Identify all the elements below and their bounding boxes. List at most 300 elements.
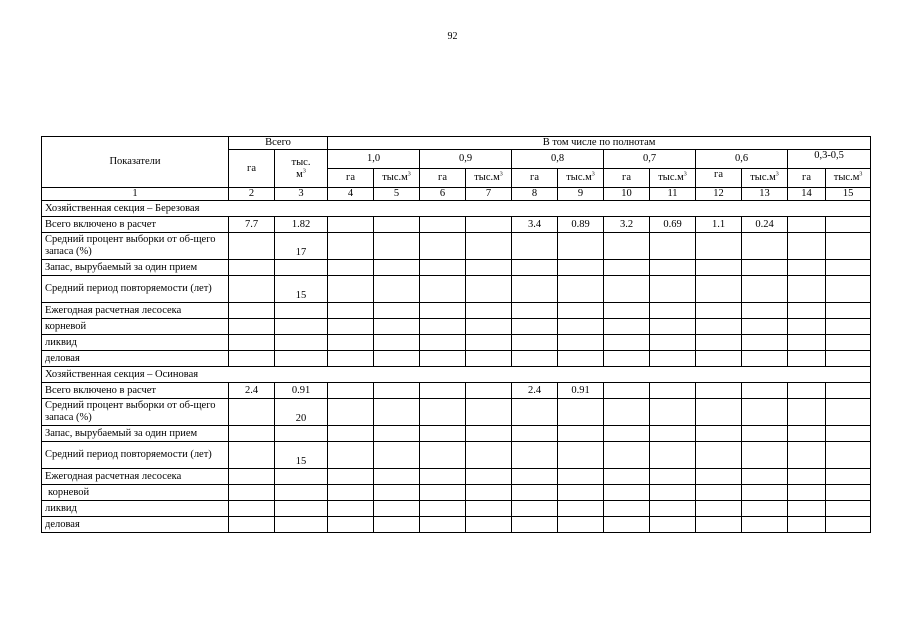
- table-cell: [512, 260, 558, 276]
- table-row: [42, 399, 871, 426]
- table-row: [42, 351, 871, 367]
- table-cell: [604, 303, 650, 319]
- table-cell: [558, 485, 604, 501]
- table-row: [42, 217, 871, 233]
- table-cell: [420, 383, 466, 399]
- row-label: ликвид: [42, 501, 229, 517]
- table-cell: [374, 260, 420, 276]
- table-cell: [466, 426, 512, 442]
- table-cell: [742, 501, 788, 517]
- table-cell: [650, 501, 696, 517]
- table-cell: [466, 276, 512, 303]
- table-cell: [229, 399, 275, 426]
- table-cell: [328, 501, 374, 517]
- table-cell: [788, 442, 826, 469]
- table-cell: [328, 233, 374, 260]
- subheader-m3: $тыс.м^3$: [742, 169, 788, 188]
- table-cell: [742, 276, 788, 303]
- row-label: Средний период повторяемости (лет): [42, 276, 229, 303]
- subheader-m3: $тыс.м^3$: [650, 169, 696, 188]
- table-cell: [420, 426, 466, 442]
- header-density-6: 0,3-0,5: [788, 150, 871, 169]
- table-cell: [788, 383, 826, 399]
- table-cell: [558, 351, 604, 367]
- table-cell: [374, 517, 420, 533]
- table-cell: [328, 426, 374, 442]
- table-cell: [826, 319, 871, 335]
- table-cell: [788, 319, 826, 335]
- table-cell: [374, 319, 420, 335]
- table-cell: [275, 303, 328, 319]
- table-cell: [604, 517, 650, 533]
- table-cell: [374, 233, 420, 260]
- row-label: Средний период повторяемости (лет): [42, 442, 229, 469]
- table-cell: [696, 335, 742, 351]
- table-cell: [328, 276, 374, 303]
- table-cell: [275, 501, 328, 517]
- table-cell: [604, 442, 650, 469]
- table-cell: [374, 217, 420, 233]
- table-cell: [826, 217, 871, 233]
- table-cell: 0.91: [558, 383, 604, 399]
- table-cell: [788, 303, 826, 319]
- table-cell: [826, 276, 871, 303]
- table-cell: [604, 351, 650, 367]
- table-cell: [229, 469, 275, 485]
- table-cell: [742, 426, 788, 442]
- table-cell: [826, 233, 871, 260]
- table-cell: [558, 426, 604, 442]
- table-cell: [374, 469, 420, 485]
- table-cell: [696, 485, 742, 501]
- table-cell: [229, 233, 275, 260]
- table-cell: [229, 276, 275, 303]
- table-cell: [650, 233, 696, 260]
- table-cell: [788, 276, 826, 303]
- table-cell: [275, 469, 328, 485]
- table-cell: [328, 517, 374, 533]
- table-cell: [275, 260, 328, 276]
- table-cell: [328, 303, 374, 319]
- table-cell: [512, 303, 558, 319]
- table-cell: [512, 233, 558, 260]
- table-cell: [742, 303, 788, 319]
- table-cell: 2.4: [229, 383, 275, 399]
- table-cell: [328, 442, 374, 469]
- table-cell: [229, 260, 275, 276]
- table-cell: [275, 335, 328, 351]
- table-cell: 0.91: [275, 383, 328, 399]
- table-cell: [374, 442, 420, 469]
- table-cell: [788, 517, 826, 533]
- row-label: Всего включено в расчет: [42, 383, 229, 399]
- table-cell: [229, 501, 275, 517]
- table-cell: [650, 276, 696, 303]
- table-cell: [604, 335, 650, 351]
- table-cell: 0.69: [650, 217, 696, 233]
- row-label: Всего включено в расчет: [42, 217, 229, 233]
- table-cell: [742, 335, 788, 351]
- table-cell: [826, 426, 871, 442]
- column-number: 8: [512, 188, 558, 201]
- table-cell: [558, 260, 604, 276]
- table-cell: [696, 501, 742, 517]
- column-number: 9: [558, 188, 604, 201]
- table-cell: [558, 276, 604, 303]
- table-row: [42, 383, 871, 399]
- header-by-density: В том числе по полнотам: [328, 137, 871, 150]
- table-row: [42, 501, 871, 517]
- table-cell: [466, 485, 512, 501]
- table-cell: [420, 517, 466, 533]
- row-label: Ежегодная расчетная лесосека: [42, 303, 229, 319]
- table-row: [42, 276, 871, 303]
- table-cell: [420, 233, 466, 260]
- table-cell: [788, 351, 826, 367]
- table-cell: [650, 260, 696, 276]
- table-cell: [558, 233, 604, 260]
- column-number: 5: [374, 188, 420, 201]
- table-cell: [650, 383, 696, 399]
- row-label: Запас, вырубаемый за один прием: [42, 260, 229, 276]
- section-row: [42, 201, 871, 217]
- table-cell: [229, 517, 275, 533]
- table-cell: [512, 335, 558, 351]
- table-cell: [742, 260, 788, 276]
- table-row: [42, 260, 871, 276]
- table-row: [42, 319, 871, 335]
- table-cell: [788, 335, 826, 351]
- row-label: Средний процент выборки от об-щего запаса (%): [42, 233, 229, 260]
- table-cell: [466, 442, 512, 469]
- table-cell: [742, 442, 788, 469]
- table-row: [42, 485, 871, 501]
- page-number: 92: [447, 31, 458, 42]
- table-cell: [696, 469, 742, 485]
- table-cell: [374, 276, 420, 303]
- table-cell: [466, 383, 512, 399]
- table-cell: [374, 335, 420, 351]
- table-cell: [788, 217, 826, 233]
- table-cell: [788, 260, 826, 276]
- table-cell: [696, 517, 742, 533]
- table-cell: [374, 501, 420, 517]
- table-cell: [558, 335, 604, 351]
- subheader-m3: $тыс.м^3$: [558, 169, 604, 188]
- table-cell: [650, 485, 696, 501]
- table-cell: [420, 217, 466, 233]
- table-cell: [420, 276, 466, 303]
- header-total-ha: га: [229, 150, 275, 188]
- table-cell: 20: [275, 399, 328, 426]
- row-label: корневой: [42, 485, 229, 501]
- section-row: [42, 367, 871, 383]
- header-density-1: 1,0: [328, 150, 420, 169]
- table-cell: [466, 319, 512, 335]
- table-cell: 3.2: [604, 217, 650, 233]
- table-cell: [742, 233, 788, 260]
- table-row: [42, 517, 871, 533]
- table-cell: [512, 442, 558, 469]
- section-title: Хозяйственная секция – Осиновая: [42, 367, 871, 383]
- subheader-ha: га: [788, 169, 826, 188]
- table-cell: [826, 383, 871, 399]
- table-cell: [826, 260, 871, 276]
- section-title: Хозяйственная секция – Березовая: [42, 201, 871, 217]
- table-cell: [826, 351, 871, 367]
- column-number: 6: [420, 188, 466, 201]
- table-cell: [275, 485, 328, 501]
- row-label: ликвид: [42, 335, 229, 351]
- row-label: корневой: [42, 319, 229, 335]
- table-cell: [466, 351, 512, 367]
- table-cell: [826, 303, 871, 319]
- table-cell: [420, 303, 466, 319]
- table-row: [42, 303, 871, 319]
- table-cell: [696, 399, 742, 426]
- column-number: 13: [742, 188, 788, 201]
- column-number: 11: [650, 188, 696, 201]
- table-cell: [650, 426, 696, 442]
- table-cell: [788, 485, 826, 501]
- header-total: Всего: [229, 137, 328, 150]
- table-cell: [826, 335, 871, 351]
- table-cell: [420, 469, 466, 485]
- table-cell: [788, 233, 826, 260]
- table-cell: [328, 335, 374, 351]
- table-cell: 2.4: [512, 383, 558, 399]
- table-cell: 15: [275, 442, 328, 469]
- table-cell: 3.4: [512, 217, 558, 233]
- table-cell: [650, 517, 696, 533]
- subheader-m3: $тыс.м^3$: [374, 169, 420, 188]
- table-cell: [420, 399, 466, 426]
- header-indicators: Показатели: [42, 137, 229, 188]
- table-cell: [696, 233, 742, 260]
- table-cell: [466, 399, 512, 426]
- table-cell: [466, 303, 512, 319]
- table-cell: [558, 319, 604, 335]
- table-cell: [275, 517, 328, 533]
- table-cell: [558, 501, 604, 517]
- table-cell: [696, 442, 742, 469]
- column-number: 10: [604, 188, 650, 201]
- table-cell: [229, 335, 275, 351]
- table-cell: [742, 351, 788, 367]
- table-cell: [466, 517, 512, 533]
- table-cell: [742, 399, 788, 426]
- table-cell: [558, 399, 604, 426]
- cutting-volume-table: [41, 136, 871, 533]
- table-cell: [826, 469, 871, 485]
- subheader-m3: $тыс.м^3$: [826, 169, 871, 188]
- subheader-ha: га: [604, 169, 650, 188]
- table-cell: [696, 303, 742, 319]
- table-cell: [604, 426, 650, 442]
- table-cell: 15: [275, 276, 328, 303]
- table-cell: [558, 517, 604, 533]
- table-cell: [604, 383, 650, 399]
- row-label: Ежегодная расчетная лесосека: [42, 469, 229, 485]
- row-label: деловая: [42, 351, 229, 367]
- table-cell: [604, 485, 650, 501]
- column-number: 14: [788, 188, 826, 201]
- table-cell: [604, 233, 650, 260]
- table-cell: [512, 469, 558, 485]
- column-number: 3: [275, 188, 328, 201]
- table-cell: [275, 351, 328, 367]
- table-cell: [650, 319, 696, 335]
- table-cell: [466, 469, 512, 485]
- table-cell: [420, 485, 466, 501]
- row-label: Запас, вырубаемый за один прием: [42, 426, 229, 442]
- table-cell: [466, 233, 512, 260]
- table-row: [42, 233, 871, 260]
- table-cell: [650, 399, 696, 426]
- table-cell: 1.82: [275, 217, 328, 233]
- table-cell: [466, 217, 512, 233]
- column-number: 15: [826, 188, 871, 201]
- table-header: [42, 137, 871, 201]
- table-cell: [374, 383, 420, 399]
- header-total-m3: тыс. $м^3$: [275, 150, 328, 188]
- table-cell: [826, 485, 871, 501]
- table-cell: [650, 335, 696, 351]
- table-cell: [229, 319, 275, 335]
- table-cell: [328, 399, 374, 426]
- table-cell: [696, 383, 742, 399]
- table-cell: [275, 319, 328, 335]
- table-cell: [229, 426, 275, 442]
- table-cell: [742, 319, 788, 335]
- table-cell: [420, 335, 466, 351]
- table-cell: [604, 276, 650, 303]
- table-cell: [696, 351, 742, 367]
- table-cell: [788, 426, 826, 442]
- table-cell: [420, 442, 466, 469]
- table-cell: [604, 469, 650, 485]
- column-number: 12: [696, 188, 742, 201]
- table-cell: [604, 260, 650, 276]
- table-cell: [604, 399, 650, 426]
- table-cell: [512, 319, 558, 335]
- table-cell: [512, 426, 558, 442]
- table-cell: [229, 303, 275, 319]
- table-cell: [374, 399, 420, 426]
- table-cell: [650, 351, 696, 367]
- row-label: деловая: [42, 517, 229, 533]
- table-body: [42, 201, 871, 533]
- table-cell: [420, 501, 466, 517]
- subheader-m3: $тыс.м^3$: [466, 169, 512, 188]
- table-cell: [826, 501, 871, 517]
- table-cell: [558, 303, 604, 319]
- table-cell: [650, 303, 696, 319]
- table-cell: [826, 442, 871, 469]
- table-cell: [275, 426, 328, 442]
- table-cell: [229, 442, 275, 469]
- table-cell: [328, 260, 374, 276]
- header-density-5: 0,6: [696, 150, 788, 169]
- header-density-4: 0,7: [604, 150, 696, 169]
- table-cell: [742, 517, 788, 533]
- table-cell: [374, 303, 420, 319]
- table-cell: [328, 383, 374, 399]
- header-density-3: 0,8: [512, 150, 604, 169]
- table-cell: 17: [275, 233, 328, 260]
- table-cell: 0.89: [558, 217, 604, 233]
- table-cell: [374, 426, 420, 442]
- table-cell: [328, 351, 374, 367]
- column-number: 4: [328, 188, 374, 201]
- table-cell: [742, 469, 788, 485]
- subheader-ha: га: [420, 169, 466, 188]
- table-cell: [466, 501, 512, 517]
- table-cell: [826, 399, 871, 426]
- table-cell: [558, 442, 604, 469]
- table-cell: [328, 319, 374, 335]
- header-density-2: 0,9: [420, 150, 512, 169]
- column-number: 2: [229, 188, 275, 201]
- table-cell: [328, 485, 374, 501]
- table-cell: [512, 399, 558, 426]
- table-cell: [742, 485, 788, 501]
- table-cell: [512, 276, 558, 303]
- table-cell: [826, 517, 871, 533]
- table-cell: [696, 276, 742, 303]
- table-cell: [558, 469, 604, 485]
- table-cell: [328, 469, 374, 485]
- row-label: Средний процент выборки от об-щего запаса (%): [42, 399, 229, 426]
- table-cell: [604, 319, 650, 335]
- table-cell: [696, 260, 742, 276]
- table-cell: [788, 501, 826, 517]
- table-cell: [512, 485, 558, 501]
- table-row: [42, 442, 871, 469]
- table-cell: [696, 426, 742, 442]
- table-cell: [512, 351, 558, 367]
- table-cell: [512, 517, 558, 533]
- table-cell: [650, 469, 696, 485]
- table-cell: 1.1: [696, 217, 742, 233]
- table-cell: [420, 319, 466, 335]
- column-number: 7: [466, 188, 512, 201]
- table-cell: [696, 319, 742, 335]
- table-cell: [374, 351, 420, 367]
- subheader-ha: га: [328, 169, 374, 188]
- table-cell: 0.24: [742, 217, 788, 233]
- table-cell: [788, 399, 826, 426]
- table-cell: [604, 501, 650, 517]
- table-cell: [328, 217, 374, 233]
- subheader-ha: га: [696, 169, 742, 188]
- table-cell: [650, 442, 696, 469]
- table-row: [42, 335, 871, 351]
- table-cell: [420, 351, 466, 367]
- table-cell: [512, 501, 558, 517]
- table-row: [42, 469, 871, 485]
- column-number: 1: [42, 188, 229, 201]
- table-cell: 7.7: [229, 217, 275, 233]
- table-row: [42, 426, 871, 442]
- table-cell: [229, 351, 275, 367]
- table-cell: [788, 469, 826, 485]
- table-cell: [742, 383, 788, 399]
- table-cell: [466, 260, 512, 276]
- subheader-ha: га: [512, 169, 558, 188]
- table-cell: [374, 485, 420, 501]
- table-cell: [420, 260, 466, 276]
